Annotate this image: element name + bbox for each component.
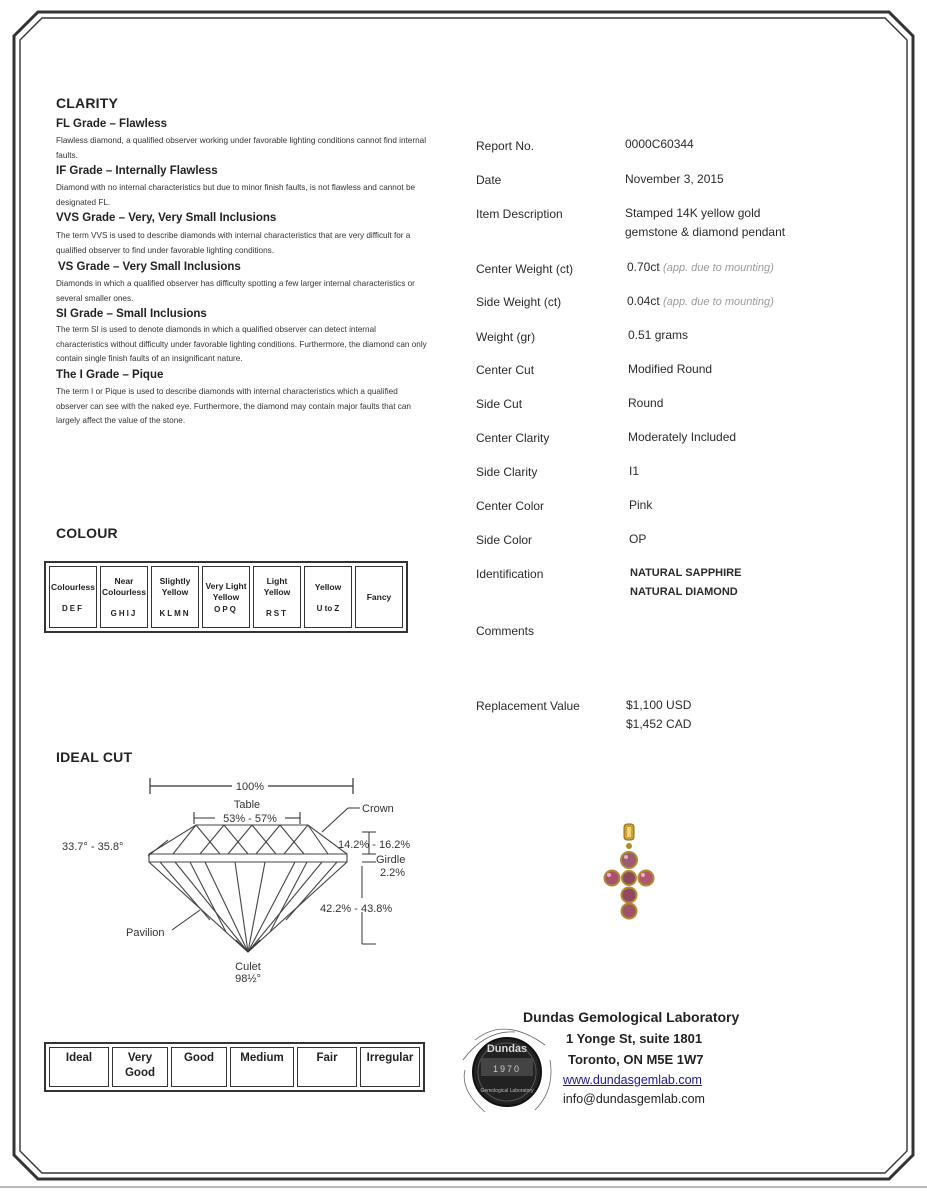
clarity-heading: CLARITY bbox=[56, 95, 119, 111]
grade-title-si: SI Grade – Small Inclusions bbox=[56, 308, 207, 320]
seal-subtitle: Gemological Laboratory bbox=[480, 1088, 534, 1094]
cut-grade-cell: Good bbox=[171, 1047, 227, 1087]
grade-desc-fl: Flawless diamond, a qualified observer working under favorable lighting conditions cannot find internal faults. bbox=[56, 136, 427, 160]
cut-grade-cell: Irregular bbox=[360, 1047, 420, 1087]
cut-grade-cell: Fair bbox=[297, 1047, 357, 1087]
colour-cell: Yellow U to Z bbox=[304, 566, 352, 628]
side-weight-value: 0.04ct (app. due to mounting) bbox=[627, 294, 774, 308]
item-description-label: Item Description bbox=[476, 207, 563, 221]
colour-cell: Colourless DEF bbox=[49, 566, 97, 628]
identification-value: NATURAL SAPPHIRE bbox=[630, 567, 742, 579]
grade-title-if: IF Grade – Internally Flawless bbox=[56, 165, 218, 177]
side-clarity-value: I1 bbox=[629, 464, 640, 478]
pavilion-label: Pavilion bbox=[126, 927, 165, 939]
seal-year: 1970 bbox=[492, 1064, 522, 1074]
grade-title-fl: FL Grade – Flawless bbox=[56, 118, 168, 130]
pendant-photo bbox=[600, 820, 660, 925]
colour-scale-table bbox=[44, 561, 408, 633]
weight-gr-value: 0.51 grams bbox=[628, 328, 689, 342]
table-range-label: 53% - 57% bbox=[223, 813, 277, 825]
side-cut-label: Side Cut bbox=[476, 397, 523, 411]
center-clarity-label: Center Clarity bbox=[476, 431, 550, 445]
center-weight-value: 0.70ct (app. due to mounting) bbox=[627, 260, 774, 274]
identification-value-2: NATURAL DIAMOND bbox=[630, 586, 738, 598]
grade-title-i: The I Grade – Pique bbox=[56, 369, 164, 381]
culet-value: 98½° bbox=[235, 973, 261, 985]
cut-grade-cell: Very Good bbox=[112, 1047, 168, 1087]
item-description-value: Stamped 14K yellow gold bbox=[625, 206, 761, 220]
weight-gr-label: Weight (gr) bbox=[476, 330, 536, 344]
center-color-label: Center Color bbox=[476, 499, 545, 513]
total-width-label: 100% bbox=[235, 781, 265, 793]
crown-height-label: 14.2% - 16.2% bbox=[338, 839, 411, 851]
grade-desc-si: The term SI is used to denote diamonds in which a qualified observer can detect internal characteristics without difficulty under favorable lighting conditions. Furthermore, the diamond can only contain single finish faults of an insignificant nature. bbox=[56, 325, 427, 363]
ideal-cut-diagram bbox=[50, 770, 430, 990]
grade-desc-vvs: The term VVS is used to describe diamonds with internal characteristics that are very difficult for a qualified observer to find under favorable lighting conditions. bbox=[56, 231, 411, 255]
center-cut-label: Center Cut bbox=[476, 363, 535, 377]
side-weight-label: Side Weight (ct) bbox=[476, 295, 562, 309]
center-cut-value: Modified Round bbox=[628, 362, 713, 376]
lab-address-1: 1 Yonge St, suite 1801 bbox=[566, 1031, 703, 1046]
replacement-value-cad: $1,452 CAD bbox=[626, 717, 692, 731]
cut-grade-cell: Medium bbox=[230, 1047, 294, 1087]
colour-cell: Slightly Yellow KLMN bbox=[151, 566, 199, 628]
colour-cell: Fancy bbox=[355, 566, 403, 628]
table-label: Table bbox=[233, 799, 261, 811]
date-label: Date bbox=[476, 173, 502, 187]
identification-label: Identification bbox=[476, 567, 544, 581]
center-clarity-value: Moderately Included bbox=[628, 430, 737, 444]
item-description-value-2: gemstone & diamond pendant bbox=[625, 225, 786, 239]
grade-title-vs: VS Grade – Very Small Inclusions bbox=[58, 261, 241, 273]
lab-seal bbox=[455, 1020, 560, 1120]
side-weight-note: (app. due to mounting) bbox=[663, 296, 774, 308]
date-value: November 3, 2015 bbox=[625, 172, 724, 186]
grade-desc-vs: Diamonds in which a qualified observer has difficulty spotting a few larger internal characteristics or several smaller ones. bbox=[56, 279, 415, 303]
culet-label: Culet bbox=[235, 961, 261, 973]
colour-heading: COLOUR bbox=[56, 525, 118, 541]
lab-address-2: Toronto, ON M5E 1W7 bbox=[568, 1052, 704, 1067]
cut-grade-table bbox=[44, 1042, 425, 1092]
side-clarity-label: Side Clarity bbox=[476, 465, 538, 479]
report-number-value: 0000C60344 bbox=[625, 137, 694, 151]
center-color-value: Pink bbox=[629, 498, 653, 512]
girdle-value: 2.2% bbox=[380, 867, 406, 879]
replacement-value-label: Replacement Value bbox=[476, 699, 580, 713]
seal-name: Dundas bbox=[486, 1043, 528, 1055]
comments-label: Comments bbox=[476, 624, 535, 638]
lab-email: info@dundasgemlab.com bbox=[563, 1092, 705, 1106]
girdle-label: Girdle bbox=[376, 854, 406, 866]
lab-website-link[interactable]: www.dundasgemlab.com bbox=[563, 1073, 702, 1087]
colour-cell: Very Light Yellow OPQ bbox=[202, 566, 250, 628]
crown-label: Crown bbox=[362, 803, 394, 815]
ideal-cut-heading: IDEAL CUT bbox=[56, 749, 133, 765]
center-weight-note: (app. due to mounting) bbox=[663, 262, 774, 274]
center-weight-label: Center Weight (ct) bbox=[476, 262, 574, 276]
side-color-label: Side Color bbox=[476, 533, 533, 547]
grade-desc-if: Diamond with no internal characteristics but due to minor finish faults, is not flawless and cannot be designated FL. bbox=[56, 183, 416, 207]
grade-title-vvs: VVS Grade – Very, Very Small Inclusions bbox=[56, 212, 277, 224]
side-cut-value: Round bbox=[628, 396, 664, 410]
replacement-value-usd: $1,100 USD bbox=[626, 698, 692, 712]
report-number-label: Report No. bbox=[476, 139, 535, 153]
colour-cell: Light Yellow RST bbox=[253, 566, 301, 628]
colour-cell: Near Colourless GHIJ bbox=[100, 566, 148, 628]
crown-angle-label: 33.7° - 35.8° bbox=[62, 841, 124, 853]
grade-desc-i: The term I or Pique is used to describe diamonds with internal characteristics which a qualified observer can see with the naked eye. Furthermore, the diamond may contain major faults that can largely affect the value of the stone. bbox=[56, 387, 411, 425]
side-color-value: OP bbox=[629, 532, 647, 546]
cut-grade-cell: Ideal bbox=[49, 1047, 109, 1087]
lab-name: Dundas Gemological Laboratory bbox=[523, 1009, 740, 1025]
pavilion-depth-label: 42.2% - 43.8% bbox=[320, 903, 393, 915]
